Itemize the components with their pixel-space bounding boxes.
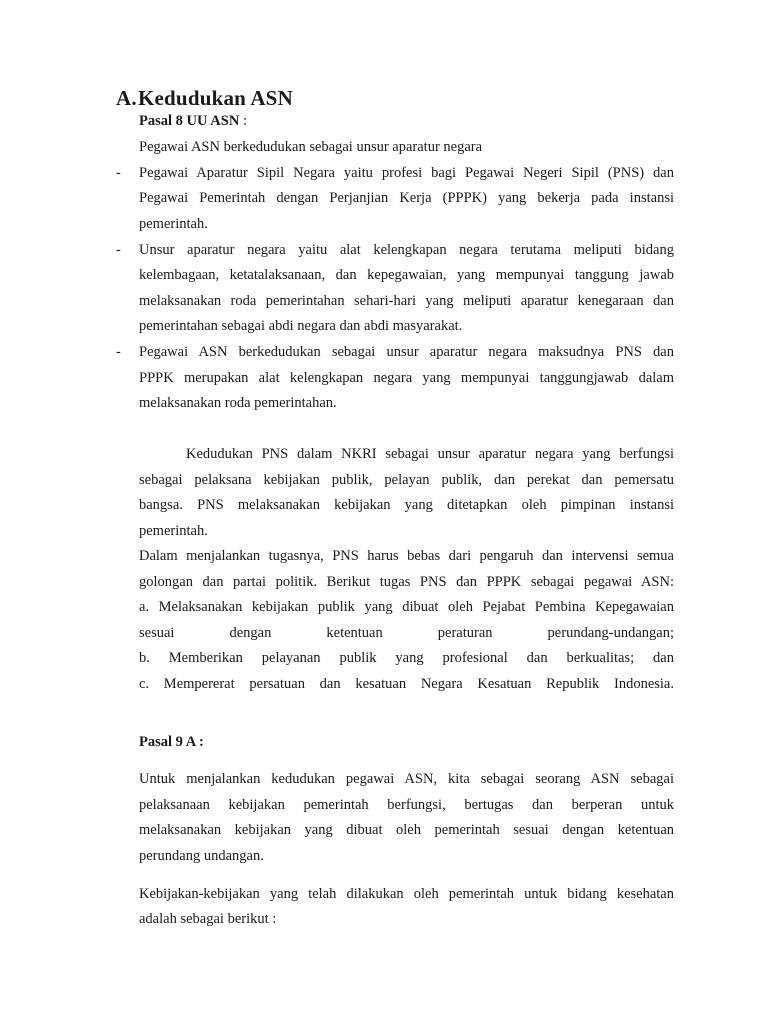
- section-number: A.: [116, 86, 137, 110]
- bullet-2-line-3: melaksanakan roda pemerintahan sehari-hari yang meliputi aparatur kenegaraan dan: [139, 293, 674, 309]
- para-1-line-2: sebagai pelaksana kebijakan publik, pelayan publik, dan perekat dan pemersatu: [139, 472, 674, 488]
- bullet-1-line-3: pemerintah.: [139, 216, 208, 232]
- para-2-line-2: golongan dan partai politik. Berikut tugas PNS dan PPPK sebagai pegawai ASN:: [139, 574, 674, 590]
- para-2-line-3: a. Melaksanakan kebijakan publik yang dibuat oleh Pejabat Pembina Kepegawaian: [139, 599, 674, 615]
- bullet-3-line-1: Pegawai ASN berkedudukan sebagai unsur aparatur negara maksudnya PNS dan: [139, 344, 674, 360]
- section-heading: [116, 86, 293, 111]
- para-4-line-2: adalah sebagai berikut :: [139, 911, 277, 927]
- section-title: Kedudukan ASN: [138, 86, 293, 110]
- pasal-9a-heading: Pasal 9 A :: [139, 734, 204, 750]
- para-3-line-1: Untuk menjalankan kedudukan pegawai ASN, kita sebagai seorang ASN sebagai: [139, 771, 674, 787]
- bullet-1-line-2: Pegawai Pemerintah dengan Perjanjian Kerja (PPPK) yang bekerja pada instansi: [139, 190, 674, 206]
- para-1-line-3: bangsa. PNS melaksanakan kebijakan yang ditetapkan oleh pimpinan instansi: [139, 497, 674, 513]
- para-3-line-2: pelaksanaan kebijakan pemerintah berfungsi, bertugas dan berperan untuk: [139, 797, 674, 813]
- bullet-2-line-1: Unsur aparatur negara yaitu alat kelengkapan negara terutama meliputi bidang: [139, 242, 674, 258]
- pasal-8-title: Pasal 8 UU ASN: [139, 113, 240, 129]
- para-1-line-1: Kedudukan PNS dalam NKRI sebagai unsur aparatur negara yang berfungsi: [186, 446, 674, 462]
- bullet-2-line-2: kelembagaan, ketatalaksanaan, dan kepegawaian, yang mempunyai tanggung jawab: [139, 267, 674, 283]
- pasal-8-label: [139, 113, 247, 130]
- para-3-line-4: perundang undangan.: [139, 848, 264, 864]
- bullet-marker: -: [116, 344, 121, 360]
- bullet-2-line-4: pemerintahan sebagai abdi negara dan abdi masyarakat.: [139, 318, 463, 334]
- bullet-marker: -: [116, 242, 121, 258]
- intro-text: Pegawai ASN berkedudukan sebagai unsur aparatur negara: [139, 139, 483, 155]
- para-3-line-3: melaksanakan kebijakan yang dibuat oleh pemerintah sesuai dengan ketentuan: [139, 822, 674, 838]
- para-2-line-6: c. Mempererat persatuan dan kesatuan Negara Kesatuan Republik Indonesia.: [139, 676, 674, 692]
- para-2-line-5: b. Memberikan pelayanan publik yang profesional dan berkualitas; dan: [139, 650, 674, 666]
- para-4-line-1: Kebijakan-kebijakan yang telah dilakukan oleh pemerintah untuk bidang kesehatan: [139, 886, 674, 902]
- bullet-3-line-3: melaksanakan roda pemerintahan.: [139, 395, 337, 411]
- pasal-8-colon: :: [239, 113, 247, 129]
- para-2-line-1: Dalam menjalankan tugasnya, PNS harus bebas dari pengaruh dan intervensi semua: [139, 548, 674, 564]
- para-2-line-4: sesuai dengan ketentuan peraturan perundang-undangan;: [139, 625, 674, 641]
- bullet-3-line-2: PPPK merupakan alat kelengkapan negara yang mempunyai tanggungjawab dalam: [139, 370, 674, 386]
- bullet-marker: -: [116, 165, 121, 181]
- para-1-line-4: pemerintah.: [139, 523, 208, 539]
- bullet-1-line-1: Pegawai Aparatur Sipil Negara yaitu profesi bagi Pegawai Negeri Sipil (PNS) dan: [139, 165, 674, 181]
